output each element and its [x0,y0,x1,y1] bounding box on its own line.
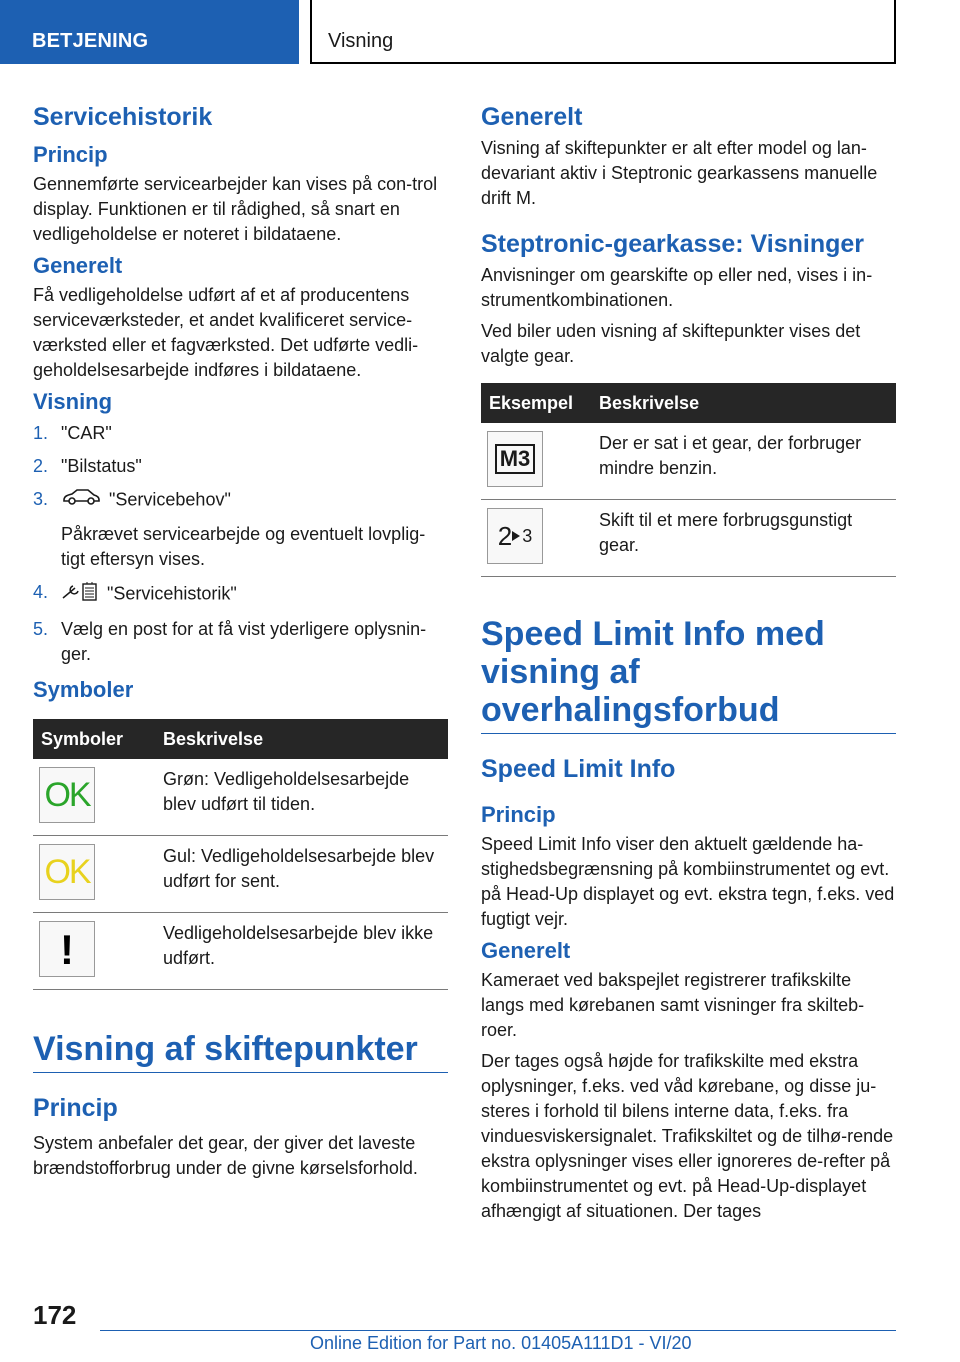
footer-divider [100,1330,896,1331]
step-list [33,421,448,667]
subsection-title-princip: Princip [33,142,108,167]
step-detail: Påkrævet servicearbejde og eventuelt lovplig-tigt eftersyn vises. [61,524,426,569]
service-history-icon [61,580,99,609]
column-header: Symboler [33,719,155,759]
chapter-tab [0,0,299,64]
table-row [33,913,448,990]
gear-examples-table [481,383,896,577]
subsection-title-generelt: Generelt [33,253,123,278]
table-cell-description: Gul: Vedligeholdelsesarbejde blev udført for sent. [155,836,448,913]
ok-yellow-icon: OK [39,844,95,900]
gear-shift-2-3-icon: 2 3 [487,508,543,564]
generelt-text: Få vedligeholdelse udført af et af producentens serviceværksteder, et andet kvalificeret service-værksted eller et fagværksted. Det udførte vedli-geholdelsesarbejde indføres i bildataene. [33,285,419,380]
page-number: 172 [33,1300,77,1330]
steptronic-text-2: Ved biler uden visning af skiftepunkter vises det valgte gear. [481,321,861,366]
column-header: Beskrivelse [591,383,896,423]
step-text: Vælg en post for at få vist yderligere oplysnin-ger. [61,619,427,664]
list-item [33,580,448,609]
sli-generelt-text-2: Der tages også højde for trafikskilte med ekstra oplysninger, f.eks. ved våd kørebane, og disse ju-steres i forhold til bilens interne data, f.eks. fra vinduesviskersignalet. Trafikskiltet og de tilhø-rende ekstra oplysninger vises eller ignoreres de-refter på kombiinstrumentet og evt. på Head-Up-displayet afhængigt af situationen. Der tages [481,1051,894,1221]
table-row [33,836,448,913]
step-number: 3. [33,489,49,509]
edition-text: Online Edition for Part no. 01405A111D1 - VI/20 [310,1333,692,1353]
step-text: "CAR" [61,423,112,443]
section-title-servicehistorik: Servicehistorik [33,103,213,131]
list-item [33,487,448,572]
list-item [33,617,448,667]
step-number: 4. [33,582,49,602]
list-item [33,454,448,479]
step-text: "Servicebehov" [109,489,231,510]
subsection-title-visning: Visning [33,389,113,414]
step-number: 2. [33,456,49,476]
subsection-title-princip: Princip [481,802,556,827]
step-number: 5. [33,619,49,639]
section-title-skiftepunkter: Visning af skiftepunkter [33,1030,448,1073]
column-header: Beskrivelse [155,719,448,759]
table-cell-description: Vedligeholdelsesarbejde blev ikke udført. [155,913,448,990]
subsection-title-symboler: Symboler [33,677,134,702]
chapter-label: BETJENING [32,30,149,52]
subsection-title-princip: Princip [33,1094,118,1122]
gear-m3-icon: M3 [487,431,543,487]
section-title-generelt: Generelt [481,103,583,131]
left-column [33,100,448,1181]
table-row [481,423,896,500]
column-header: Eksempel [481,383,591,423]
section-title-steptronic: Steptronic-gearkasse: Visninger [481,230,865,258]
princip-text: Gennemførte servicearbejder kan vises på con-trol display. Funktionen er til rådighed, så snart en vedligeholdelse er noteret i bildataene. [33,174,438,244]
skiftepunkter-princip-text: System anbefaler det gear, der giver det laveste brændstofforbrug under de givne kørselsforhold. [33,1133,418,1178]
step-text: "Bilstatus" [61,456,142,476]
car-icon [61,487,101,514]
ok-green-icon: OK [39,767,95,823]
table-row [33,759,448,836]
breadcrumb-label: Visning [328,30,394,52]
right-column [481,100,896,1224]
table-cell-description: Skift til et mere forbrugsgunstigt gear. [591,500,896,577]
sli-generelt-text-1: Kameraet ved bakspejlet registrerer trafikskilte langs med kørebanen samt visninger fra skilteb-roer. [481,970,865,1040]
shift-arrow-icon [512,531,520,541]
generelt-text: Visning af skiftepunkter er alt efter model og lan-devariant aktiv i Steptronic gearkassens manuelle drift M. [481,138,878,208]
symbols-table [33,719,448,990]
list-item [33,421,448,446]
step-text: "Servicehistorik" [107,583,237,604]
table-cell-description: Der er sat i et gear, der forbruger mindre benzin. [591,423,896,500]
subsection-title-speed-limit-info: Speed Limit Info [481,755,676,783]
exclamation-icon: ! [39,921,95,977]
steptronic-text-1: Anvisninger om gearskifte op eller ned, vises i in-strumentkombinationen. [481,265,873,310]
section-title-speed-limit: Speed Limit Info med visning af overhalingsforbud [481,615,896,734]
table-cell-description: Grøn: Vedligeholdelsesarbejde blev udført til tiden. [155,759,448,836]
step-number: 1. [33,423,49,443]
breadcrumb [310,0,896,64]
sli-princip-text: Speed Limit Info viser den aktuelt gældende ha-stighedsbegrænsning på kombiinstrumentet og evt. på Head-Up displayet og evt. ekstra tegn, f.eks. ved fugtigt vejr. [481,834,895,929]
table-row [481,500,896,577]
subsection-title-generelt: Generelt [481,938,571,963]
